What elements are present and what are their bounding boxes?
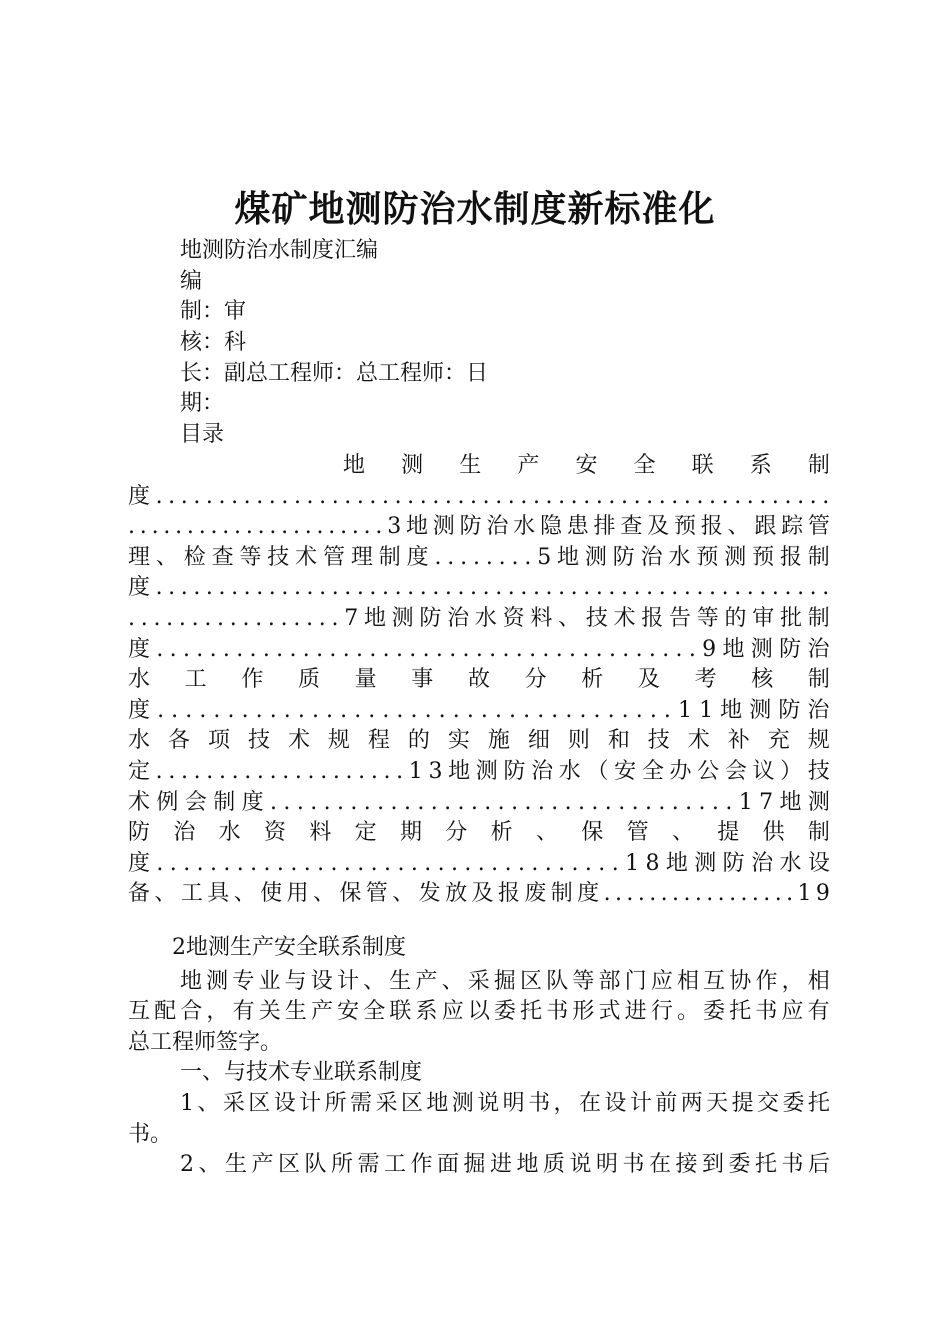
toc-line: 度 . . . . . . . . . . . . . . . . . . . . . . . . . . . . . . . . . . . . . . . . . . . . . . . . . . . . . . <box>128 483 830 509</box>
toc-line: 地 测 生 产 安 全 联 系 制 <box>343 453 830 478</box>
toc-line: 水 各 项 技 术 规 程 的 实 施 细 则 和 技 术 补 充 规 <box>128 728 830 754</box>
toc-line: 定 . . . . . . . . . . . . . . . . . . . . 1 3 地 测 防 治 水 （ 安 全 办 公 会 议 ） 技 <box>128 758 830 784</box>
meta-line: 编 <box>180 268 203 294</box>
document-title: 煤矿地测防治水制度新标准化 <box>234 188 716 230</box>
subsection-heading: 一、与技术专业联系制度 <box>180 1060 423 1086</box>
body-line: 互 配 合 ， 有 关 生 产 安 全 联 系 应 以 委 托 书 形 式 进 行 。 委 托 书 应 有 <box>128 999 830 1025</box>
body-line: 2 、 生 产 区 队 所 需 工 作 面 掘 进 地 质 说 明 书 在 接 到 委 托 书 后 <box>180 1152 830 1178</box>
toc-line: 理 、 检 查 等 技 术 管 理 制 度 . . . . . . . . 5 地 测 防 治 水 预 测 预 报 制 <box>128 544 830 570</box>
meta-line: 地测防治水制度汇编 <box>180 238 379 263</box>
body-line: 地 测 专 业 与 设 计 、 生 产 、 采 掘 区 队 等 部 门 应 相 互 协 作 ， 相 <box>180 968 830 994</box>
toc-heading: 目录 <box>180 422 225 448</box>
body-line: 总工程师签字。 <box>128 1029 283 1055</box>
meta-line: 长：副总工程师：总工程师：日 <box>180 360 489 386</box>
body-line: 书。 <box>128 1121 173 1147</box>
toc-line: 度 . . . . . . . . . . . . . . . . . . . . . . . . . . . . . . . . . . . . . . . . . . . . . . . . . . . . . . <box>128 575 830 601</box>
meta-line: 期： <box>180 391 225 417</box>
toc-line: 水 工 作 质 量 事 故 分 析 及 考 核 制 <box>128 667 830 693</box>
document-body <box>128 933 830 1181</box>
toc-line: 术 例 会 制 度 . . . . . . . . . . . . . . . . . . . . . . . . . . . . . . . . . . . 1 7 地 测 <box>128 789 830 815</box>
meta-line: 核：科 <box>180 330 247 356</box>
table-of-contents <box>128 451 830 910</box>
toc-line: 备 、 工 具 、 使 用 、 保 管 、 发 放 及 报 废 制 度 . . . . . . . . . . . . . . . . . 1 9 <box>128 881 830 907</box>
section-heading: 2地测生产安全联系制度 <box>172 935 406 960</box>
toc-line: . . . . . . . . . . . . . . . . . . . . . . 3 地 测 防 治 水 隐 患 排 查 及 预 报 、 跟 踪 管 <box>128 514 830 540</box>
toc-line: 度 . . . . . . . . . . . . . . . . . . . . . . . . . . . . . . . . . . . . . 1 1 地 测 防 治 <box>128 697 830 723</box>
document-meta <box>180 236 488 451</box>
body-line: 1 、 采 区 设 计 所 需 采 区 地 测 说 明 书 ， 在 设 计 前 两 天 提 交 委 托 <box>180 1090 830 1116</box>
toc-line: 度 . . . . . . . . . . . . . . . . . . . . . . . . . . . . . . . . . . . 1 8 地 测 防 治 水 设 <box>128 850 830 876</box>
toc-line: 度 . . . . . . . . . . . . . . . . . . . . . . . . . . . . . . . . . . . . . . . . . 9 地 测 防 治 <box>128 636 830 662</box>
toc-line: . . . . . . . . . . . . . . . . . 7 地 测 防 治 水 资 料 、 技 术 报 告 等 的 审 批 制 <box>128 605 830 631</box>
toc-line: 防 治 水 资 料 定 期 分 析 、 保 管 、 提 供 制 <box>128 820 830 846</box>
meta-line: 制：审 <box>180 299 247 325</box>
